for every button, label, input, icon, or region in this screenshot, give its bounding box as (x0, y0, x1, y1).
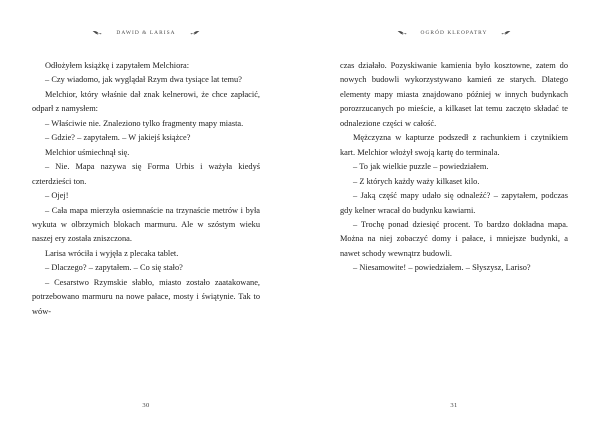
verso-running-head-label: DAWID & LARISA (116, 30, 176, 36)
recto-page (300, 0, 600, 429)
leaf-flourish-icon (397, 29, 414, 37)
recto-running-head (340, 27, 568, 39)
paragraph: Melchior, który właśnie dał znak kelnerowi, że chce zapłacić, odparł z namysłem: (32, 89, 260, 114)
paragraph: – Ojej! (45, 191, 69, 201)
paragraph: czas działało. Pozyskiwanie kamienia było kosztowne, zatem do nowych budowli wykorzystywano kamień ze starych. Dlatego elementy mapy miasta znajdowano później w innych budynkach porozrzucanych po mieście, a kilkaset lat temu zaczęto składać te odnalezione części w całość. (340, 61, 568, 128)
paragraph: – Dlaczego? – zapytałem. – Co się stało? (45, 263, 183, 273)
paragraph: – Nie. Mapa nazywa się Forma Urbis i ważyła kiedyś czterdzieści ton. (32, 162, 260, 186)
paragraph: Larisa wróciła i wyjęła z plecaka tablet. (45, 248, 179, 258)
leaf-flourish-icon (494, 29, 511, 37)
paragraph: – Jaką część mapy udało się odnaleźć? – zapytałem, podczas gdy kelner wracał do budynku kawiarni. (340, 191, 568, 215)
paragraph: – Czy wiadomo, jak wyglądał Rzym dwa tysiące lat temu? (45, 75, 242, 85)
paragraph: Melchior uśmiechnął się. (45, 147, 130, 157)
verso-running-head (32, 27, 260, 39)
paragraph: – Trochę ponad dziesięć procent. To bardzo dokładna mapa. Można na niej zobaczyć domy i pałace, i mniejsze budynki, a nawet schody wewnątrz budowli. (340, 219, 568, 258)
paragraph: – To jak wielkie puzzle – powiedziałem. (353, 162, 489, 172)
verso-page-number: 30 (142, 402, 150, 409)
recto-page-number: 31 (450, 402, 458, 409)
paragraph: – Cała mapa mierzyła osiemnaście na trzynaście metrów i była wykuta w olbrzymich blokach marmuru. Ale w szóstym wieku naszej ery została zniszczona. (32, 205, 260, 244)
paragraph: – Gdzie? – zapytałem. – W jakiejś książce? (45, 133, 191, 143)
recto-running-head-label: OGRÓD KLEOPATRY (420, 30, 488, 36)
paragraph: Odłożyłem książkę i zapytałem Melchiora: (45, 61, 190, 70)
paragraph: – Z których każdy waży kilkaset kilo. (353, 176, 480, 186)
paragraph: – Cesarstwo Rzymskie słabło, miasto zostało zaatakowane, potrzebowano marmuru na nowe pałace, mosty i świątynie. Tak to wów- (32, 277, 260, 316)
leaf-flourish-icon (183, 29, 200, 37)
leaf-flourish-icon (92, 29, 109, 37)
paragraph: – Właściwie nie. Znaleziono tylko fragmenty mapy miasta. (45, 118, 244, 128)
verso-body-text (32, 59, 260, 402)
recto-body-text (340, 59, 568, 402)
paragraph: – Niesamowite! – powiedziałem. – Słyszysz, Lariso? (353, 263, 531, 273)
paragraph: Mężczyzna w kapturze podszedł z rachunkiem i czytnikiem kart. Melchior włożył swoją kartę do terminala. (340, 133, 568, 157)
